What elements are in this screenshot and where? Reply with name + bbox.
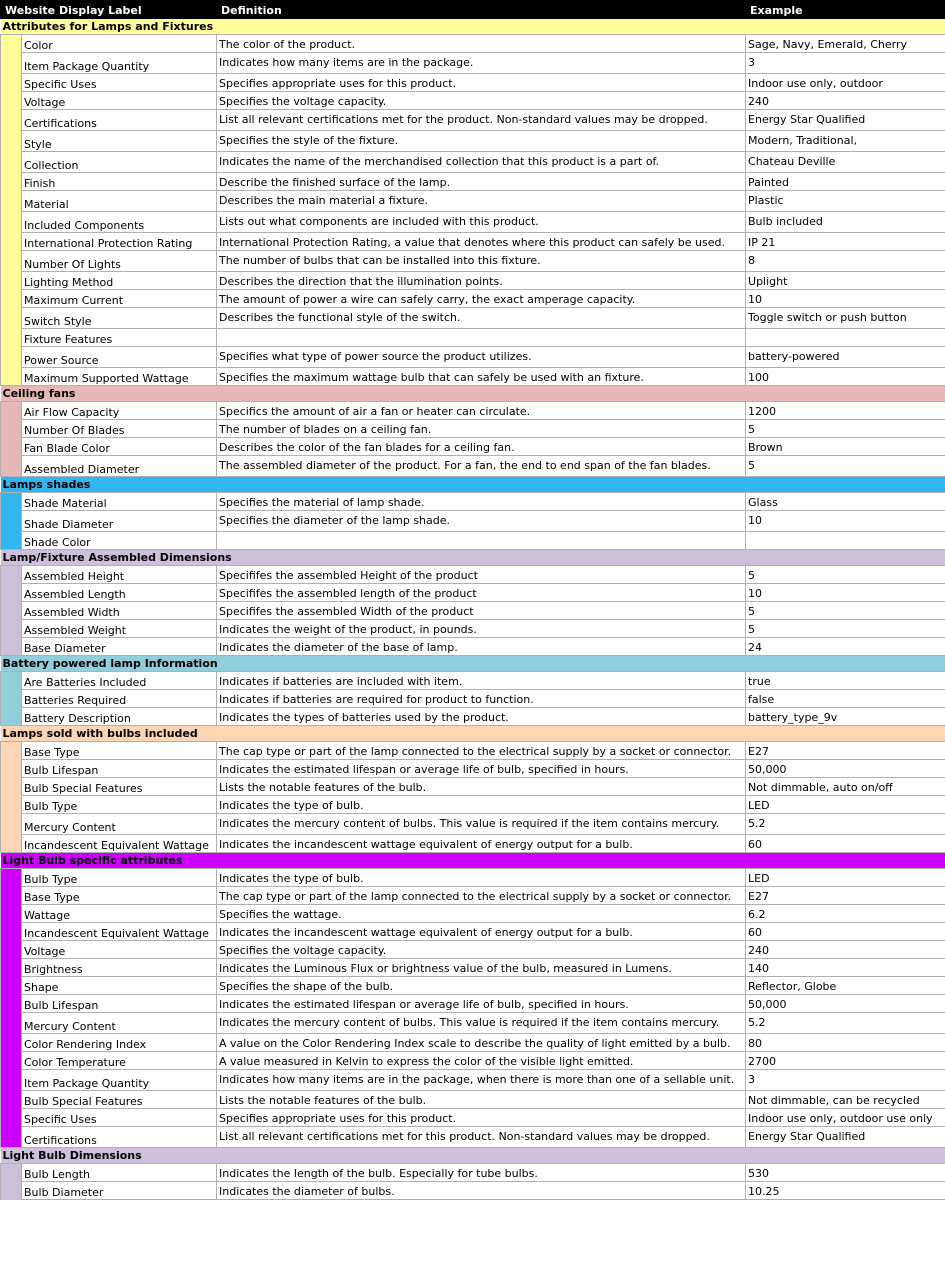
example-cell: Not dimmable, can be recycled xyxy=(746,1091,945,1109)
attribute-label-cell: Shade Material xyxy=(22,493,217,511)
definition-cell: International Protection Rating, a value that denotes where this product can safely be used. xyxy=(217,233,746,251)
example-cell: Chateau Deville xyxy=(746,152,945,173)
example-cell: Brown xyxy=(746,438,945,456)
attribute-label-cell: Voltage xyxy=(22,92,217,110)
example-cell: 10 xyxy=(746,290,945,308)
attribute-label-cell: Specific Uses xyxy=(22,1109,217,1127)
table-row xyxy=(1,959,945,977)
example-cell: 6.2 xyxy=(746,905,945,923)
example-cell: 5.2 xyxy=(746,814,945,835)
table-row xyxy=(1,1091,945,1109)
definition-cell: The amount of power a wire can safely carry, the exact amperage capacity. xyxy=(217,290,746,308)
definition-cell: Specififes the assembled length of the product xyxy=(217,584,746,602)
section-title: Battery powered lamp Information xyxy=(1,656,945,672)
section-color-band xyxy=(1,1164,22,1200)
definition-cell: Indicates the estimated lifespan or average life of bulb, specified in hours. xyxy=(217,760,746,778)
section-color-band xyxy=(1,402,22,477)
definition-cell: List all relevant certifications met for the product. Non-standard values may be dropped. xyxy=(217,110,746,131)
definition-cell: Indicates the weight of the product, in pounds. xyxy=(217,620,746,638)
example-cell: Energy Star Qualified xyxy=(746,110,945,131)
section-header xyxy=(1,19,945,35)
table-row xyxy=(1,53,945,74)
section-header xyxy=(1,656,945,672)
example-cell: LED xyxy=(746,869,945,887)
table-row xyxy=(1,672,945,690)
table-row xyxy=(1,941,945,959)
attribute-label-cell: Mercury Content xyxy=(22,814,217,835)
definition-cell: Describes the functional style of the switch. xyxy=(217,308,746,329)
table-row xyxy=(1,584,945,602)
section-title: Lamp/Fixture Assembled Dimensions xyxy=(1,550,945,566)
attribute-label-cell: Switch Style xyxy=(22,308,217,329)
definition-cell: Specifies the voltage capacity. xyxy=(217,941,746,959)
section-header xyxy=(1,853,945,869)
section-color-band xyxy=(1,35,22,386)
example-cell: 1200 xyxy=(746,402,945,420)
definition-cell: Describes the direction that the illumination points. xyxy=(217,272,746,290)
example-cell: Painted xyxy=(746,173,945,191)
attribute-label-cell: Specific Uses xyxy=(22,74,217,92)
example-cell: Glass xyxy=(746,493,945,511)
example-cell: Modern, Traditional, xyxy=(746,131,945,152)
example-cell: 5 xyxy=(746,566,945,584)
table-row xyxy=(1,995,945,1013)
example-cell: 100 xyxy=(746,368,945,386)
table-row xyxy=(1,796,945,814)
example-cell: 24 xyxy=(746,638,945,656)
definition-cell: Indicates the incandescent wattage equivalent of energy output for a bulb. xyxy=(217,835,746,853)
section-color-band xyxy=(1,742,22,853)
example-cell xyxy=(746,532,945,550)
table-row xyxy=(1,566,945,584)
example-cell: 60 xyxy=(746,923,945,941)
definition-cell: Lists the notable features of the bulb. xyxy=(217,1091,746,1109)
attribute-label-cell: Item Package Quantity xyxy=(22,53,217,74)
definition-cell xyxy=(217,532,746,550)
attribute-label-cell: Finish xyxy=(22,173,217,191)
attribute-label-cell: Fixture Features xyxy=(22,329,217,347)
attribute-label-cell: Number Of Lights xyxy=(22,251,217,272)
definition-cell: Indicates the mercury content of bulbs. This value is required if the item contains mercury. xyxy=(217,814,746,835)
attribute-label-cell: Maximum Supported Wattage xyxy=(22,368,217,386)
table-row xyxy=(1,35,945,53)
definition-cell: Specifies the wattage. xyxy=(217,905,746,923)
table-row xyxy=(1,212,945,233)
attribute-label-cell: Assembled Diameter xyxy=(22,456,217,477)
attribute-label-cell: Fan Blade Color xyxy=(22,438,217,456)
section-header xyxy=(1,386,945,402)
table-row xyxy=(1,402,945,420)
definition-cell: Specifies the maximum wattage bulb that can safely be used with an fixture. xyxy=(217,368,746,386)
definition-cell: Specifies appropriate uses for this product. xyxy=(217,1109,746,1127)
table-row xyxy=(1,347,945,368)
example-cell: 5 xyxy=(746,420,945,438)
example-cell: Not dimmable, auto on/off xyxy=(746,778,945,796)
table-row xyxy=(1,835,945,853)
definition-cell: The cap type or part of the lamp connected to the electrical supply by a socket or connector. xyxy=(217,887,746,905)
attribute-label-cell: Shade Color xyxy=(22,532,217,550)
attribute-label-cell: Assembled Weight xyxy=(22,620,217,638)
example-cell: 60 xyxy=(746,835,945,853)
attribute-label-cell: Bulb Special Features xyxy=(22,1091,217,1109)
attribute-label-cell: Collection xyxy=(22,152,217,173)
attribute-label-cell: Base Diameter xyxy=(22,638,217,656)
definition-cell: List all relevant certifications met for this product. Non-standard values may be dropped. xyxy=(217,1127,746,1148)
table-row xyxy=(1,511,945,532)
example-cell: Bulb included xyxy=(746,212,945,233)
table-row xyxy=(1,602,945,620)
attribute-label-cell: Certifications xyxy=(22,1127,217,1148)
definition-cell: Indicates how many items are in the package. xyxy=(217,53,746,74)
attribute-label-cell: Brightness xyxy=(22,959,217,977)
attribute-label-cell: Style xyxy=(22,131,217,152)
example-cell: 2700 xyxy=(746,1052,945,1070)
table-row xyxy=(1,1052,945,1070)
table-row xyxy=(1,1013,945,1034)
definition-cell: Specifies the voltage capacity. xyxy=(217,92,746,110)
section-header xyxy=(1,477,945,493)
definition-cell: Indicates if batteries are required for product to function. xyxy=(217,690,746,708)
table-row xyxy=(1,1127,945,1148)
definition-cell: Indicates if batteries are included with item. xyxy=(217,672,746,690)
definition-column-header: Definition xyxy=(217,1,746,19)
example-cell: 5 xyxy=(746,456,945,477)
example-cell: 240 xyxy=(746,92,945,110)
attribute-label-cell: Wattage xyxy=(22,905,217,923)
definition-cell: Describes the main material a fixture. xyxy=(217,191,746,212)
attribute-label-cell: Incandescent Equivalent Wattage xyxy=(22,835,217,853)
table-row xyxy=(1,869,945,887)
attribute-label-cell: Shape xyxy=(22,977,217,995)
example-cell xyxy=(746,329,945,347)
example-cell: 10.25 xyxy=(746,1182,945,1200)
attribute-label-cell: Base Type xyxy=(22,887,217,905)
attribute-label-cell: Incandescent Equivalent Wattage xyxy=(22,923,217,941)
definition-cell: Specifies what type of power source the product utilizes. xyxy=(217,347,746,368)
table-row xyxy=(1,638,945,656)
example-cell: 50,000 xyxy=(746,760,945,778)
table-row xyxy=(1,532,945,550)
definition-cell xyxy=(217,329,746,347)
example-cell: 5 xyxy=(746,620,945,638)
table-row xyxy=(1,1164,945,1182)
section-header xyxy=(1,1148,945,1164)
definition-cell: Describes the color of the fan blades for a ceiling fan. xyxy=(217,438,746,456)
definition-cell: Indicates the mercury content of bulbs. This value is required if the item contains mercury. xyxy=(217,1013,746,1034)
definition-cell: The assembled diameter of the product. For a fan, the end to end span of the fan blades. xyxy=(217,456,746,477)
definition-cell: Indicates how many items are in the package, when there is more than one of a sellable unit. xyxy=(217,1070,746,1091)
attribute-label-cell: Air Flow Capacity xyxy=(22,402,217,420)
example-cell: 5 xyxy=(746,602,945,620)
table-row xyxy=(1,690,945,708)
table-row xyxy=(1,905,945,923)
table-row xyxy=(1,760,945,778)
attribute-label-cell: Item Package Quantity xyxy=(22,1070,217,1091)
example-cell: LED xyxy=(746,796,945,814)
attribute-label-cell: Assembled Width xyxy=(22,602,217,620)
attribute-label-cell: Included Components xyxy=(22,212,217,233)
table-row xyxy=(1,977,945,995)
definition-cell: The number of blades on a ceiling fan. xyxy=(217,420,746,438)
example-cell: E27 xyxy=(746,742,945,760)
definition-cell: Indicates the types of batteries used by the product. xyxy=(217,708,746,726)
attribute-label-cell: Bulb Length xyxy=(22,1164,217,1182)
table-row xyxy=(1,272,945,290)
table-row xyxy=(1,620,945,638)
definition-cell: Specififes the assembled Height of the product xyxy=(217,566,746,584)
table-row xyxy=(1,923,945,941)
example-cell: 80 xyxy=(746,1034,945,1052)
example-column-header: Example xyxy=(746,1,945,19)
example-cell: 8 xyxy=(746,251,945,272)
attribute-label-cell: Bulb Type xyxy=(22,796,217,814)
example-cell: 3 xyxy=(746,53,945,74)
section-title: Attributes for Lamps and Fixtures xyxy=(1,19,945,35)
section-title: Light Bulb Dimensions xyxy=(1,1148,945,1164)
definition-cell: Indicates the type of bulb. xyxy=(217,869,746,887)
example-cell: E27 xyxy=(746,887,945,905)
example-cell: Indoor use only, outdoor xyxy=(746,74,945,92)
attribute-label-cell: Lighting Method xyxy=(22,272,217,290)
example-cell: 240 xyxy=(746,941,945,959)
section-color-band xyxy=(1,566,22,656)
definition-cell: The color of the product. xyxy=(217,35,746,53)
attribute-label-cell: Bulb Lifespan xyxy=(22,760,217,778)
example-cell: battery-powered xyxy=(746,347,945,368)
attribute-label-cell: Battery Description xyxy=(22,708,217,726)
example-cell: Plastic xyxy=(746,191,945,212)
section-title: Light Bulb specific attributes xyxy=(1,853,945,869)
definition-cell: Specifics the amount of air a fan or heater can circulate. xyxy=(217,402,746,420)
example-cell: Reflector, Globe xyxy=(746,977,945,995)
table-row xyxy=(1,1182,945,1200)
table-row xyxy=(1,778,945,796)
example-cell: 10 xyxy=(746,584,945,602)
attribute-label-cell: Assembled Height xyxy=(22,566,217,584)
section-title: Lamps shades xyxy=(1,477,945,493)
example-cell: 50,000 xyxy=(746,995,945,1013)
definition-cell: The cap type or part of the lamp connected to the electrical supply by a socket or connector. xyxy=(217,742,746,760)
attribute-label-cell: Base Type xyxy=(22,742,217,760)
table-row xyxy=(1,233,945,251)
attribute-label-cell: Maximum Current xyxy=(22,290,217,308)
definition-cell: Indicates the diameter of bulbs. xyxy=(217,1182,746,1200)
attribute-label-cell: Bulb Type xyxy=(22,869,217,887)
attribute-label-cell: Bulb Diameter xyxy=(22,1182,217,1200)
table-row xyxy=(1,438,945,456)
example-cell: Indoor use only, outdoor use only xyxy=(746,1109,945,1127)
example-cell: 530 xyxy=(746,1164,945,1182)
definition-cell: Describe the finished surface of the lamp. xyxy=(217,173,746,191)
attribute-label-cell: Bulb Lifespan xyxy=(22,995,217,1013)
attribute-label-cell: Certifications xyxy=(22,110,217,131)
section-color-band xyxy=(1,869,22,1148)
table-row xyxy=(1,191,945,212)
attribute-label-cell: Color Rendering Index xyxy=(22,1034,217,1052)
definition-cell: Indicates the incandescent wattage equivalent of energy output for a bulb. xyxy=(217,923,746,941)
table-row xyxy=(1,290,945,308)
table-row xyxy=(1,1034,945,1052)
table-row xyxy=(1,1109,945,1127)
attribute-label-cell: Bulb Special Features xyxy=(22,778,217,796)
definition-cell: A value measured in Kelvin to express the color of the visible light emitted. xyxy=(217,1052,746,1070)
example-cell: Uplight xyxy=(746,272,945,290)
attribute-label-cell: Shade Diameter xyxy=(22,511,217,532)
example-cell: Sage, Navy, Emerald, Cherry xyxy=(746,35,945,53)
table-row xyxy=(1,368,945,386)
example-cell: 10 xyxy=(746,511,945,532)
section-color-band xyxy=(1,493,22,550)
table-body xyxy=(1,19,945,1200)
example-cell: 5.2 xyxy=(746,1013,945,1034)
example-cell: false xyxy=(746,690,945,708)
table-row xyxy=(1,420,945,438)
table-row xyxy=(1,493,945,511)
table-row xyxy=(1,74,945,92)
table-row xyxy=(1,173,945,191)
definition-cell: Specifies appropriate uses for this product. xyxy=(217,74,746,92)
definition-cell: A value on the Color Rendering Index scale to describe the quality of light emitted by a bulb. xyxy=(217,1034,746,1052)
section-title: Lamps sold with bulbs included xyxy=(1,726,945,742)
definition-cell: Indicates the type of bulb. xyxy=(217,796,746,814)
attribute-label-cell: Number Of Blades xyxy=(22,420,217,438)
table-row xyxy=(1,308,945,329)
table-row xyxy=(1,1070,945,1091)
definition-cell: Indicates the length of the bulb. Especially for tube bulbs. xyxy=(217,1164,746,1182)
label-column-header: Website Display Label xyxy=(1,1,217,19)
definition-cell: Indicates the name of the merchandised collection that this product is a part of. xyxy=(217,152,746,173)
section-color-band xyxy=(1,672,22,726)
attribute-label-cell: Assembled Length xyxy=(22,584,217,602)
header-row xyxy=(1,1,945,19)
table-row xyxy=(1,814,945,835)
example-cell: Toggle switch or push button xyxy=(746,308,945,329)
attribute-label-cell: Color Temperature xyxy=(22,1052,217,1070)
definition-cell: Indicates the diameter of the base of lamp. xyxy=(217,638,746,656)
example-cell: IP 21 xyxy=(746,233,945,251)
attribute-label-cell: Power Source xyxy=(22,347,217,368)
definition-cell: The number of bulbs that can be installed into this fixture. xyxy=(217,251,746,272)
definition-cell: Indicates the Luminous Flux or brightness value of the bulb, measured in Lumens. xyxy=(217,959,746,977)
section-header xyxy=(1,726,945,742)
example-cell: 3 xyxy=(746,1070,945,1091)
table-row xyxy=(1,251,945,272)
attribute-label-cell: Voltage xyxy=(22,941,217,959)
example-cell: Energy Star Qualified xyxy=(746,1127,945,1148)
table-row xyxy=(1,131,945,152)
attribute-label-cell: International Protection Rating xyxy=(22,233,217,251)
attribute-label-cell: Batteries Required xyxy=(22,690,217,708)
table-row xyxy=(1,742,945,760)
section-title: Ceiling fans xyxy=(1,386,945,402)
attribute-label-cell: Material xyxy=(22,191,217,212)
table-row xyxy=(1,456,945,477)
table-row xyxy=(1,887,945,905)
definition-cell: Specififes the assembled Width of the product xyxy=(217,602,746,620)
table-row xyxy=(1,708,945,726)
definition-cell: Lists out what components are included with this product. xyxy=(217,212,746,233)
attribute-label-cell: Are Batteries Included xyxy=(22,672,217,690)
section-header xyxy=(1,550,945,566)
attribute-label-cell: Mercury Content xyxy=(22,1013,217,1034)
definition-cell: Indicates the estimated lifespan or average life of bulb, specified in hours. xyxy=(217,995,746,1013)
example-cell: battery_type_9v xyxy=(746,708,945,726)
definition-cell: Specifies the material of lamp shade. xyxy=(217,493,746,511)
definition-cell: Specifies the shape of the bulb. xyxy=(217,977,746,995)
table-row xyxy=(1,329,945,347)
definition-cell: Specifies the diameter of the lamp shade. xyxy=(217,511,746,532)
attribute-label-cell: Color xyxy=(22,35,217,53)
table-row xyxy=(1,152,945,173)
table-row xyxy=(1,92,945,110)
example-cell: true xyxy=(746,672,945,690)
table-row xyxy=(1,110,945,131)
definition-cell: Specifies the style of the fixture. xyxy=(217,131,746,152)
definition-cell: Lists the notable features of the bulb. xyxy=(217,778,746,796)
example-cell: 140 xyxy=(746,959,945,977)
